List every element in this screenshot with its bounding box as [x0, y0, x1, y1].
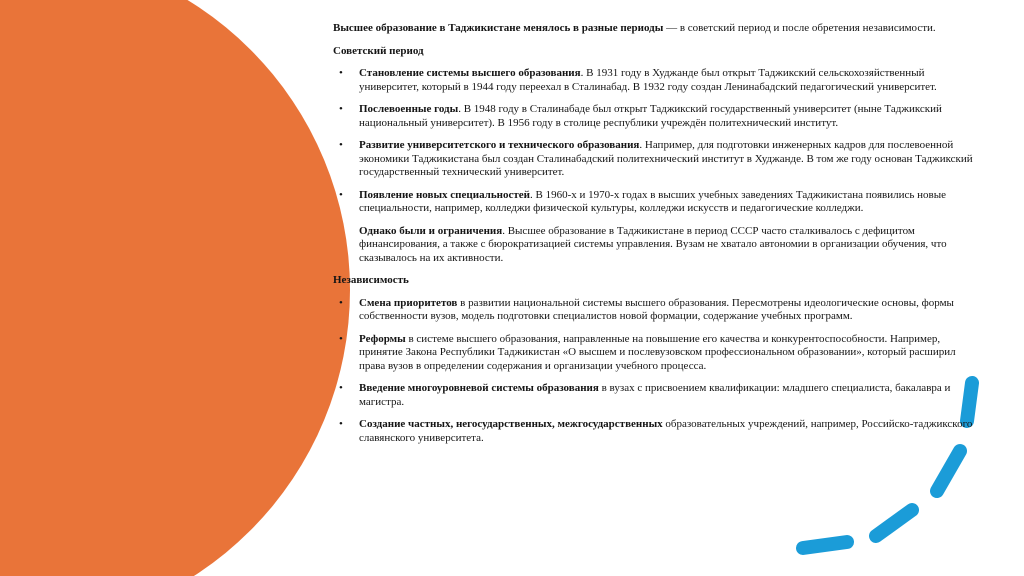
bullet-icon: • [339, 188, 343, 201]
bullet-paragraph [359, 139, 977, 180]
bullet-paragraph [359, 418, 977, 445]
item-text: . В 1960-х и 1970-х годах в высших учебных заведениях Таджикистана появились новые специальности, например, колледжи физической культуры, колледжи искусств и педагогические колледжи. [359, 188, 946, 214]
item-lead: Развитие университетского и технического образования [359, 139, 640, 151]
bullet-paragraph [359, 382, 977, 409]
slide-text-content [333, 22, 977, 454]
item-text: . Высшее образование в Таджикистане в период СССР часто сталкивалось с дефицитом финансирования, а также с бюрократизацией системы управления. Вузам не хватало автономии в организации обучения, что сказывалось на их активности. [359, 224, 947, 264]
bullet-paragraph [359, 103, 977, 130]
item-lead: Введение многоуровневой системы образования [359, 382, 599, 394]
intro-paragraph [333, 22, 977, 36]
item-text: . В 1948 году в Сталинабаде был открыт Таджикский государственный университет (ныне Таджикский национальный университет). В 1956 году в столице республики учреждён политехнический институт. [359, 103, 942, 129]
item-lead: Создание частных, негосударственных, межгосударственных [359, 418, 663, 430]
bullet-icon: • [339, 418, 343, 430]
bullet-icon: • [339, 332, 343, 345]
bullet-item [333, 382, 977, 409]
bullet-icon: • [339, 103, 343, 115]
bullet-item [333, 297, 977, 324]
unbulleted-item [333, 225, 977, 266]
item-text: . В 1931 году в Худжанде был открыт Таджикский сельскохозяйственный университет, который в 1944 году переехал в Сталинабад. В 1932 году создан Ленинабадский педагогический университет. [359, 67, 937, 93]
bullet-item [333, 103, 977, 130]
orange-circle-decoration [0, 0, 350, 576]
intro-rest: — в советский период и после обретения независимости. [663, 22, 936, 34]
bullet-icon: • [339, 296, 343, 309]
bullet-item [333, 333, 977, 374]
item-text: в вузах с присвоением квалификации: младшего специалиста, бакалавра и магистра. [359, 382, 951, 408]
item-lead: Реформы [359, 332, 406, 345]
item-text: . Например, для подготовки инженерных кадров для послевоенной экономики Таджикистана был создан Сталинабадский политехнический институт в Худжанде. В том же году основан Таджикский государственный технический университет. [359, 139, 973, 178]
intro-lead: Высшее образование в Таджикистане менялось в разные периоды [333, 22, 664, 34]
item-text: в системе высшего образования, направленные на повышение его качества и конкурентоспособности. Например, принятие Закона Республики Таджикистан «О высшем и послевузовском профессиональном образовании», который расширил права вузов в определении содержания и организации учебного процесса. [359, 332, 956, 372]
item-lead: Становление системы высшего образования [359, 67, 581, 79]
bullet-item [333, 67, 977, 94]
item-lead: Однако были и ограничения [359, 224, 503, 237]
item-text: в развитии национальной системы высшего образования. Пересмотрены идеологические основы, формы собственности вузов, модель подготовки специалистов новой формации, содержание учебных программ. [359, 296, 954, 322]
bullet-paragraph [359, 333, 977, 374]
item-lead: Смена приоритетов [359, 296, 458, 309]
note-paragraph [359, 225, 977, 266]
bullet-icon: • [339, 382, 343, 394]
bullet-icon: • [339, 67, 343, 79]
item-lead: Появление новых специальностей [359, 188, 531, 201]
bullet-item [333, 189, 977, 216]
bullet-paragraph [359, 189, 977, 216]
section-heading-independence: Независимость [333, 274, 409, 286]
item-lead: Послевоенные годы [359, 103, 459, 115]
section-heading-soviet: Советский период [333, 44, 424, 57]
bullet-paragraph [359, 67, 977, 94]
bullet-icon: • [339, 139, 343, 151]
item-text: образовательных учреждений, например, Российско-таджикского славянского университета. [359, 418, 973, 444]
bullet-item [333, 139, 977, 180]
bullet-item [333, 418, 977, 445]
bullet-paragraph [359, 297, 977, 324]
